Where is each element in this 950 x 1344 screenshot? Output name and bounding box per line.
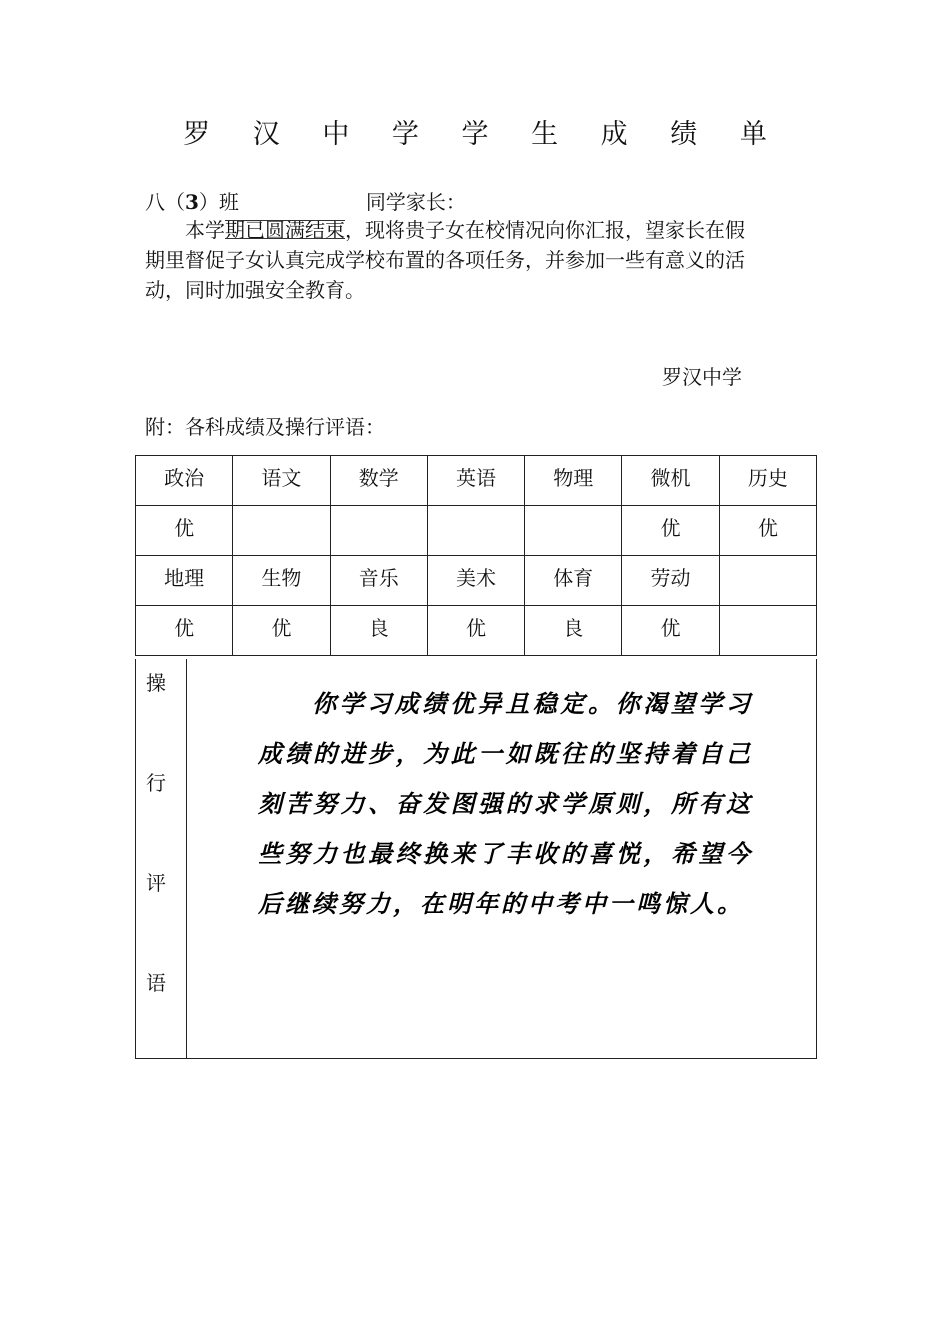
conduct-comment-label <box>136 659 187 1058</box>
grade-cell: 优 <box>622 606 719 656</box>
conduct-comment-text: 你学习成绩优异且稳定。你渴望学习成绩的进步，为此一如既往的坚持着自己刻苦努力、奋发图强的求学原则，所有这些努力也最终换来了丰收的喜悦，希望今后继续努力，在明年的中考中一鸣惊人。 <box>258 690 753 918</box>
subject-cell: 音乐 <box>330 556 427 606</box>
label-char: 语 <box>146 971 166 995</box>
grade-cell: 优 <box>622 506 719 556</box>
grade-cell: 优 <box>136 606 233 656</box>
letter-line-1-rest: ，现将贵子女在校情况向你汇报，望家长在假 <box>345 218 745 242</box>
page-title: 罗 汉 中 学 学 生 成 绩 单 <box>183 119 784 150</box>
subject-cell: 体育 <box>525 556 622 606</box>
greeting: 同学家长： <box>365 190 466 214</box>
subject-cell: 语文 <box>233 456 330 506</box>
grade-row-1 <box>136 506 817 556</box>
subject-cell: 物理 <box>525 456 622 506</box>
grade-cell: 优 <box>136 506 233 556</box>
subject-cell: 数学 <box>330 456 427 506</box>
subject-cell: 英语 <box>427 456 524 506</box>
class-number: 3 <box>185 190 199 214</box>
letter-struck-phrase: 期已圆满结束 <box>225 218 345 242</box>
grade-cell <box>427 506 524 556</box>
subject-row-1 <box>136 456 817 506</box>
grades-table <box>135 455 817 656</box>
subject-cell <box>719 556 816 606</box>
grade-cell <box>330 506 427 556</box>
subject-cell: 地理 <box>136 556 233 606</box>
grade-cell: 优 <box>719 506 816 556</box>
grade-cell: 良 <box>330 606 427 656</box>
subject-cell: 政治 <box>136 456 233 506</box>
letter-line-1-start: 本学 <box>185 218 225 242</box>
label-char: 评 <box>146 871 166 895</box>
conduct-comment-section <box>135 659 817 1059</box>
letter-line-3: 动，同时加强安全教育。 <box>145 278 365 302</box>
label-char: 行 <box>146 771 166 795</box>
subject-cell: 生物 <box>233 556 330 606</box>
grade-cell: 良 <box>525 606 622 656</box>
grade-cell <box>525 506 622 556</box>
subject-row-2 <box>136 556 817 606</box>
school-signature: 罗汉中学 <box>662 365 742 389</box>
grade-row-2 <box>136 606 817 656</box>
subject-cell: 劳动 <box>622 556 719 606</box>
class-suffix: ）班 <box>198 190 239 214</box>
grade-cell <box>233 506 330 556</box>
grade-cell <box>719 606 816 656</box>
grade-cell: 优 <box>233 606 330 656</box>
letter-line-2: 期里督促子女认真完成学校布置的各项任务，并参加一些有意义的活 <box>145 248 745 272</box>
subject-cell: 历史 <box>719 456 816 506</box>
subject-cell: 微机 <box>622 456 719 506</box>
attachment-label: 附：各科成绩及操行评语： <box>145 415 385 439</box>
grade-cell: 优 <box>427 606 524 656</box>
subject-cell: 美术 <box>427 556 524 606</box>
label-char: 操 <box>146 671 166 695</box>
letter-line-1 <box>185 213 745 247</box>
class-prefix: 八（ <box>145 190 185 214</box>
